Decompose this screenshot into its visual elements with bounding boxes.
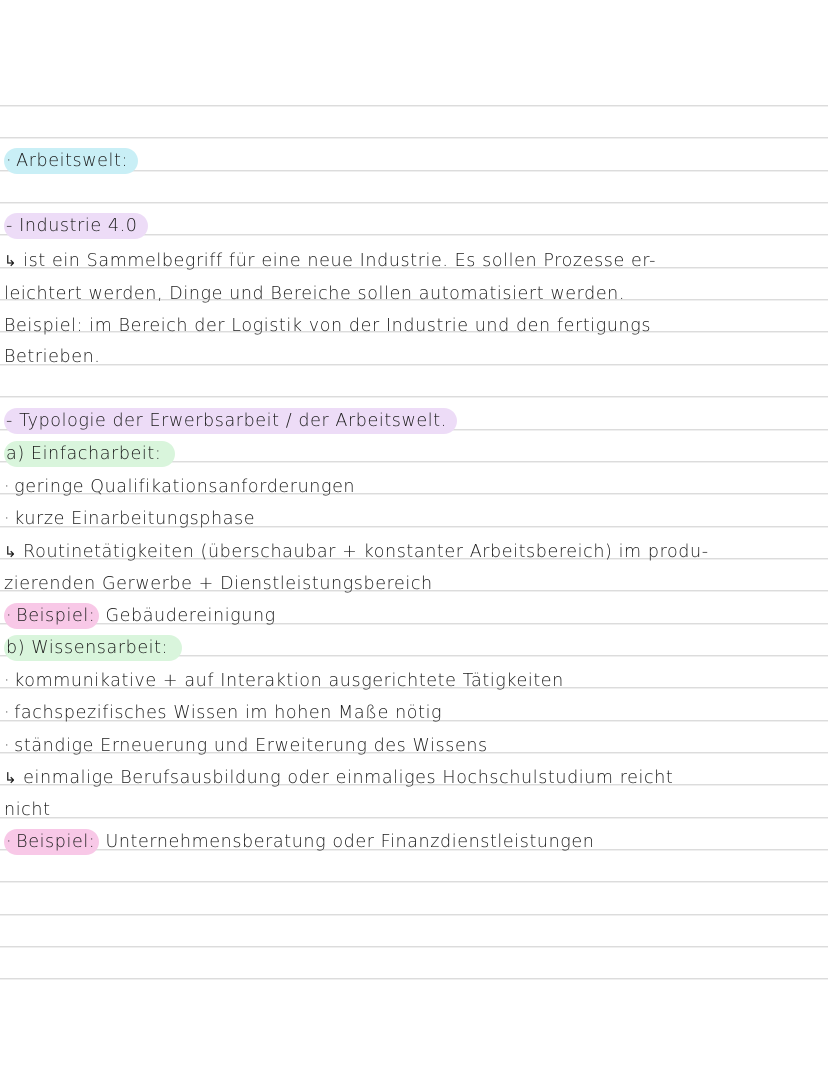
subheading-einfacharbeit: [4, 439, 820, 469]
text-line: Beispiel: im Bereich der Logistik von der Industrie und den fertigungs: [4, 316, 652, 336]
bullet-line: · geringe Qualifikationsanforderungen: [4, 477, 356, 497]
bullet-icon: ·: [4, 477, 11, 497]
section-heading-typologie: [4, 406, 820, 436]
arrow-icon: ↳: [4, 252, 18, 270]
bullet-icon: ·: [4, 671, 11, 691]
bullet-line: · kurze Einarbeitungsphase: [4, 509, 256, 529]
ruled-line: [0, 881, 828, 882]
heading-highlight: - Industrie 4.0: [4, 213, 148, 239]
bullet-line: · kommunikative + auf Interaktion ausgerichtete Tätigkeiten: [4, 671, 564, 691]
section-heading-industrie: [4, 211, 820, 241]
arrow-icon: ↳: [4, 769, 18, 787]
example-line: [4, 601, 820, 631]
subheading-wissensarbeit: [4, 633, 820, 663]
ruled-line: [0, 946, 828, 947]
example-label-highlight: · Beispiel:: [4, 603, 99, 629]
bullet-icon: ·: [4, 509, 11, 529]
title-highlight: [4, 148, 138, 174]
ruled-line: [0, 978, 828, 979]
bullet-icon: ·: [4, 703, 11, 723]
example-label-highlight: · Beispiel:: [4, 829, 99, 855]
text-line: ↳ Routinetätigkeiten (überschaubar + konstanter Arbeitsbereich) im produ-: [4, 537, 820, 567]
text-line: zierenden Gerwerbe + Dienstleistungsbereich: [4, 574, 433, 594]
example-line: [4, 827, 820, 857]
bullet-line: · ständige Erneuerung und Erweiterung des Wissens: [4, 736, 488, 756]
example-text: Unternehmensberatung oder Finanzdienstleistungen: [105, 832, 595, 852]
ruled-line: [0, 202, 828, 203]
text-line: ↳ ist ein Sammelbegriff für eine neue Industrie. Es sollen Prozesse er-: [4, 246, 820, 276]
bullet-icon: ·: [6, 606, 13, 626]
note-title: Arbeitswelt:: [16, 151, 128, 171]
arrow-icon: ↳: [4, 543, 18, 561]
subheading-highlight: a) Einfacharbeit:: [4, 441, 175, 467]
example-text: Gebäudereinigung: [105, 606, 276, 626]
ruled-line: [0, 105, 828, 106]
bullet-icon: ·: [6, 151, 13, 171]
subheading-highlight: b) Wissensarbeit:: [4, 635, 182, 661]
text-line: leichtert werden, Dinge und Bereiche sollen automatisiert werden.: [4, 284, 626, 304]
bullet-line: · fachspezifisches Wissen im hohen Maße nötig: [4, 703, 443, 723]
text-line: nicht: [4, 800, 51, 820]
text-line: Betrieben.: [4, 347, 101, 367]
text-line: ↳ einmalige Berufsausbildung oder einmaliges Hochschulstudium reicht: [4, 763, 820, 793]
heading-highlight: - Typologie der Erwerbsarbeit / der Arbeitswelt.: [4, 408, 457, 434]
ruled-line: [0, 396, 828, 397]
ruled-line: [0, 137, 828, 138]
bullet-icon: ·: [6, 832, 13, 852]
ruled-line: [0, 914, 828, 915]
bullet-icon: ·: [4, 736, 11, 756]
note-title-line: [4, 146, 820, 176]
